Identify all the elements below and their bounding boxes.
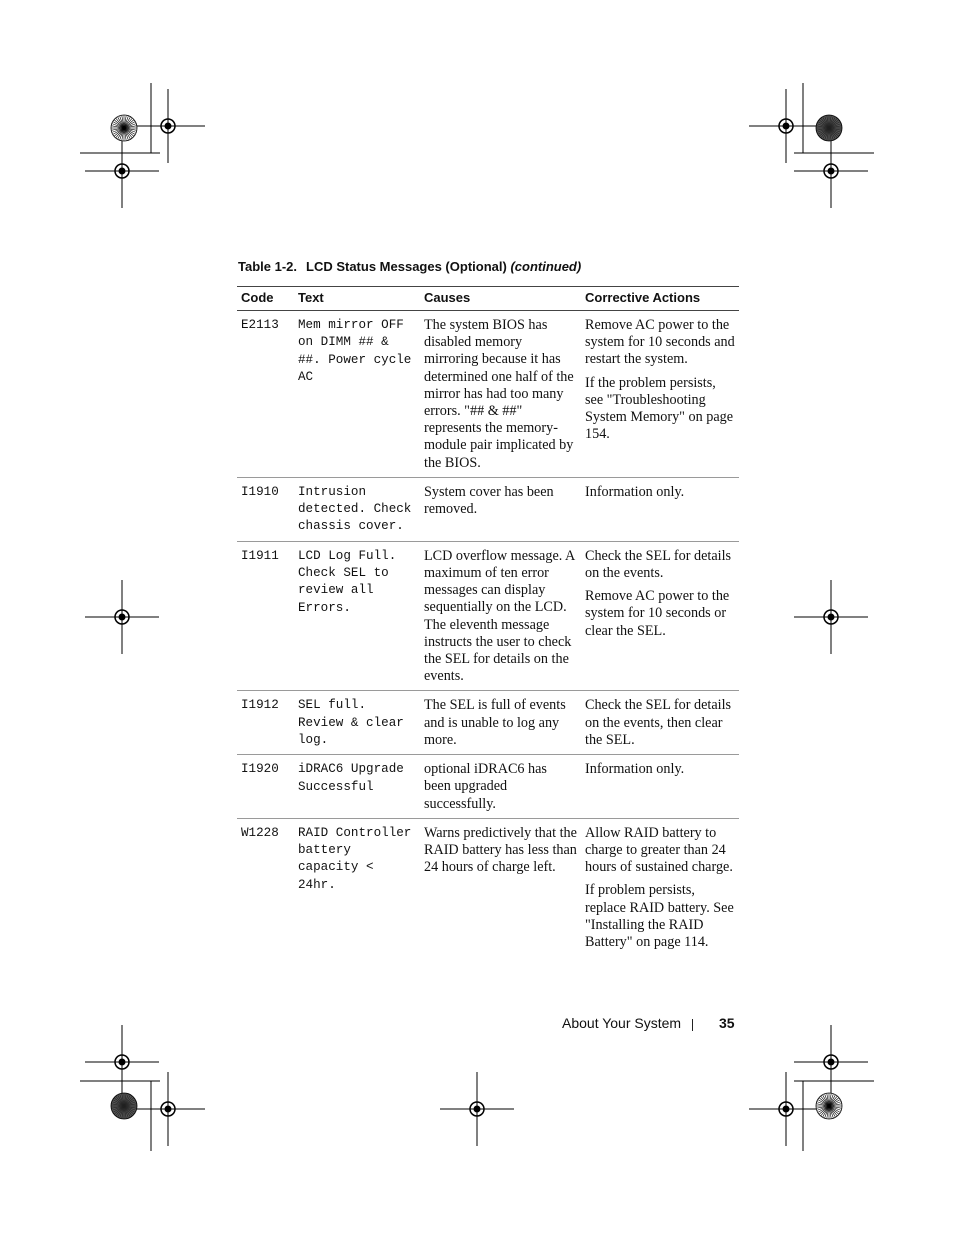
causes-cell [420,541,581,691]
code-cell: I1912 [237,691,294,755]
code-cell: I1910 [237,477,294,541]
registration-crosshair-icon [131,89,205,163]
header-causes: Causes [420,287,581,311]
table-row [237,541,739,691]
registration-crosshair-icon [440,1072,514,1146]
table-row [237,755,739,819]
causes-cell [420,691,581,755]
registration-crosshair-icon [749,89,823,163]
registration-crosshair-icon [794,134,868,208]
causes-cell [420,755,581,819]
action-paragraph: Information only. [585,761,685,778]
header-code: Code [237,287,294,311]
corrective-actions-cell [581,755,739,819]
table-number: Table 1-2. [238,259,298,274]
action-paragraph: Check the SEL for details on the events. [585,547,732,581]
starburst-target-icon [816,1093,842,1119]
causes-cell [420,477,581,541]
causes-cell [420,311,581,478]
corrective-actions-cell [581,541,739,691]
causes-paragraph: The system BIOS has disabled memory mirroring because it has determined one half of the mirror has had too many errors. "## & ##" represents the memory-module pair implicated by the BIOS. [424,317,574,471]
registration-crosshair-icon [794,580,868,654]
page-footer [562,1015,735,1031]
table-caption [238,259,581,274]
registration-crosshair-icon [85,1025,159,1099]
code-cell: I1911 [237,541,294,691]
causes-paragraph: optional iDRAC6 has been upgraded successfully. [424,761,547,812]
header-corrective-actions: Corrective Actions [581,287,739,311]
lcd-status-messages-table [237,286,739,956]
causes-paragraph: The SEL is full of events and is unable to log any more. [424,697,566,748]
code-cell: I1920 [237,755,294,819]
lcd-text-cell: RAID Controller battery capacity < 24hr. [298,825,419,892]
corrective-actions-cell [581,477,739,541]
code-cell: E2113 [237,311,294,478]
table-title: LCD Status Messages (Optional) [306,259,507,274]
footer-section-title: About Your System [562,1015,682,1031]
starburst-target-icon [111,115,137,141]
code-cell: W1228 [241,825,279,840]
registration-crosshair-icon [794,1025,868,1099]
page-number: 35 [719,1015,735,1031]
causes-paragraph: LCD overflow message. A maximum of ten error messages can display sequentially on the LCD. The eleventh message instructs the user to check the SEL for details on the events. [424,547,575,685]
footer-separator [692,1019,693,1031]
registration-crosshair-icon [131,1072,205,1146]
causes-paragraph: Warns predictively that the RAID battery has less than 24 hours of charge left. [424,824,577,876]
table-header-row [237,287,739,311]
action-paragraph: Information only. [585,483,685,500]
header-text: Text [294,287,420,311]
action-paragraph: Allow RAID battery to charge to greater than 24 hours of sustained charge. [585,824,733,876]
lcd-text-cell: iDRAC6 Upgrade Successful [294,755,420,819]
table-body [237,311,739,957]
table-row [237,691,739,755]
table-row [237,818,739,956]
table-row [237,477,739,541]
lcd-text-cell: Mem mirror OFF on DIMM ## & ##. Power cycle AC [294,311,420,478]
starburst-target-icon [816,115,842,141]
action-paragraph: Check the SEL for details on the events, then clear the SEL. [585,697,732,748]
lcd-text-cell: SEL full. Review & clear log. [294,691,420,755]
causes-cell [420,818,581,956]
action-paragraph: Remove AC power to the system for 10 seconds and restart the system. [585,317,735,368]
corrective-actions-cell [581,691,739,755]
registration-crosshair-icon [749,1072,823,1146]
table-continued-label: (continued) [510,259,582,274]
starburst-target-icon [111,1093,137,1119]
table-row [237,311,739,478]
corrective-actions-cell [581,311,739,478]
action-paragraph: If the problem persists, see "Troubleshooting System Memory" on page 154. [585,374,734,443]
corrective-actions-cell [581,818,739,956]
causes-paragraph: System cover has been removed. [424,483,554,518]
action-paragraph: Remove AC power to the system for 10 seconds or clear the SEL. [585,588,730,639]
action-paragraph: If problem persists, replace RAID battery. See "Installing the RAID Battery" on page 114. [585,882,734,951]
registration-crosshair-icon [85,134,159,208]
registration-crosshair-icon [85,580,159,654]
lcd-text-cell: LCD Log Full. Check SEL to review all Errors. [294,541,420,691]
lcd-text-cell: Intrusion detected. Check chassis cover. [294,477,420,541]
